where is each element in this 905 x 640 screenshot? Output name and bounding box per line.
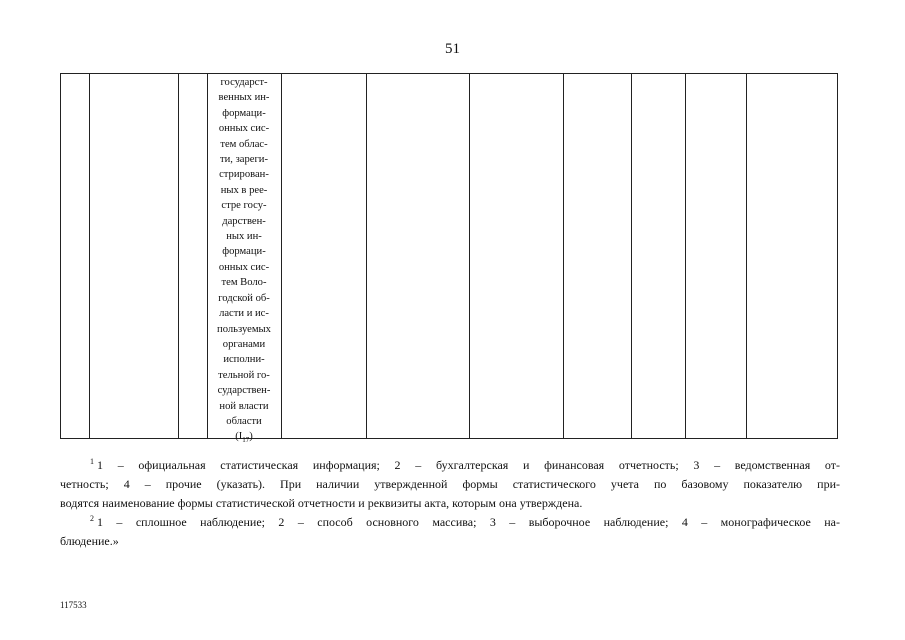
cell-line: тем облас- bbox=[220, 138, 268, 150]
cell-line: дарствен- bbox=[222, 215, 266, 227]
table-column-divider bbox=[631, 74, 632, 438]
cell-line: формаци- bbox=[222, 246, 266, 258]
footnote-2-line-2: блюдение.» bbox=[60, 534, 119, 548]
cell-line: стрирован- bbox=[219, 169, 269, 181]
cell-line: области bbox=[226, 415, 262, 427]
table-column-divider bbox=[746, 74, 747, 438]
indicator-name-cell bbox=[207, 75, 281, 445]
cell-line: исполни- bbox=[223, 354, 265, 366]
cell-line: органами bbox=[222, 338, 266, 350]
indicator-table bbox=[60, 73, 838, 445]
cell-line: ных ин- bbox=[226, 231, 262, 243]
cell-line: ных в рее- bbox=[220, 184, 268, 196]
table-column-divider bbox=[89, 74, 90, 438]
indicator-code-subscript: 17 bbox=[242, 436, 250, 445]
page-number: 51 bbox=[445, 41, 460, 57]
cell-line: формаци- bbox=[222, 107, 266, 119]
cell-line: годской об- bbox=[218, 292, 270, 304]
footnote-1-line-1 bbox=[60, 456, 840, 475]
table-column-divider bbox=[281, 74, 282, 438]
table-column-divider bbox=[469, 74, 470, 438]
cell-line: онных сис- bbox=[218, 261, 270, 273]
footnote-2-text: 1 – сплошное наблюдение; 2 – способ основного массива; 3 – выборочное наблюдение; 4 – монографическое на- bbox=[97, 515, 840, 529]
cell-line: ти, зареги- bbox=[219, 154, 269, 166]
indicator-code-main: (I bbox=[235, 431, 243, 443]
cell-line: ной власти bbox=[219, 400, 269, 412]
cell-line: тельной го- bbox=[218, 369, 270, 381]
table-column-divider bbox=[685, 74, 686, 438]
footnote-2-mark: 2 bbox=[90, 514, 94, 523]
footnotes bbox=[60, 456, 840, 551]
footnote-1-mark: 1 bbox=[90, 457, 94, 466]
document-code: 117533 bbox=[60, 600, 87, 610]
indicator-code-close: ) bbox=[249, 431, 253, 443]
footnote-1-line-3: водятся наименование формы статистической отчетности и реквизиты акта, которым она утверждена. bbox=[60, 496, 583, 510]
cell-line: венных ин- bbox=[218, 92, 270, 104]
footnote-1-line-2: четность; 4 – прочие (указать). При наличии утвержденной формы статистического учета по базовому показателю при- bbox=[60, 477, 840, 491]
cell-line: сударствен- bbox=[217, 385, 271, 397]
cell-line: тем Воло- bbox=[221, 277, 267, 289]
cell-line: онных сис- bbox=[218, 123, 270, 135]
table-column-divider bbox=[178, 74, 179, 438]
footnote-2-line-1 bbox=[60, 513, 840, 532]
table-column-divider bbox=[366, 74, 367, 438]
table-column-divider bbox=[563, 74, 564, 438]
cell-line: государст- bbox=[220, 77, 268, 88]
cell-line: пользуемых bbox=[217, 323, 271, 335]
cell-line: стре госу- bbox=[221, 200, 267, 212]
indicator-code bbox=[207, 429, 281, 444]
cell-line: ласти и ис- bbox=[219, 308, 269, 320]
footnote-1-text: 1 – официальная статистическая информация; 2 – бухгалтерская и финансовая отчетность; 3 – ведомственная от- bbox=[97, 458, 840, 472]
